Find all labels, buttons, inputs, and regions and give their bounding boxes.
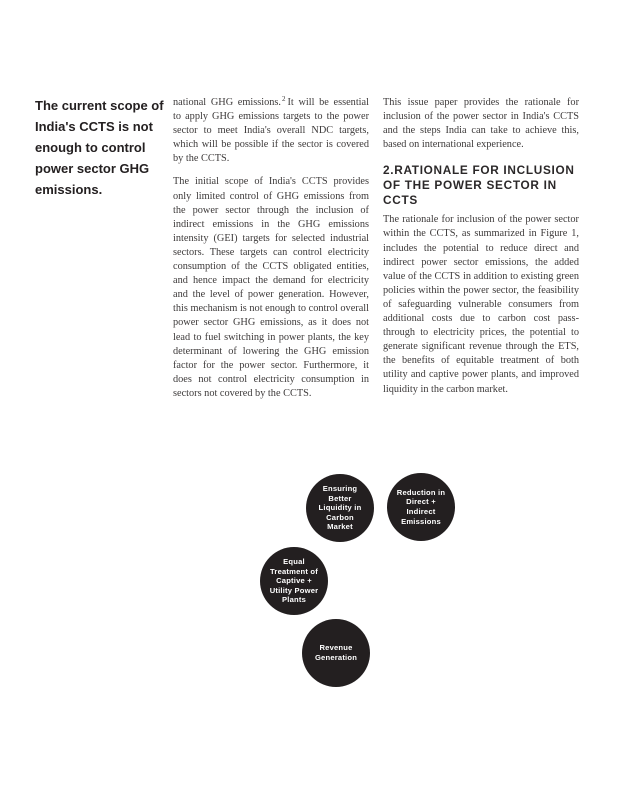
paragraph-text: national GHG emissions. <box>173 97 281 108</box>
figure-bubble-label: Ensuring Better Liquidity in Carbon Market <box>318 484 362 532</box>
figure-bubble-revenue <box>302 619 370 687</box>
paragraph-text: It will be essential to apply GHG emissions targets to the power sector to meet India's overall NDC targets, which will be possible if the sector is covered by the CCTS. <box>173 97 369 165</box>
text-column-left <box>173 96 369 410</box>
figure-bubble-label: Revenue Generation <box>314 643 358 662</box>
figure-bubble-liquidity <box>306 474 374 542</box>
body-paragraph <box>173 96 369 166</box>
body-paragraph: This issue paper provides the rationale for inclusion of the power sector in India's CCTS and the steps India can take to achieve this, based on international experience. <box>383 97 579 151</box>
figure-bubble-emissions <box>387 473 455 541</box>
figure-bubble-equal-treatment <box>260 547 328 615</box>
figure-bubble-label: Equal Treatment of Captive + Utility Power Plants <box>269 557 319 605</box>
footnote-marker: 2 <box>282 94 286 103</box>
body-paragraph: The initial scope of India's CCTS provides only limited control of GHG emissions from the power sector through the inclusion of indirect emissions in the GHG emissions intensity (GEI) targets for selected industrial sectors. These targets can control electricity consumption of the CCTS obligated entities, and hence impact the demand for electricity and the level of power generation. However, this mechanism is not enough to control overall power sector GHG emissions, as it does not lead to fuel switching in power plants, the key determinant of lowering the GHG emission factor for the power sector. Furthermore, it does not control electricity consumption in sectors not covered by the CCTS. <box>173 176 369 399</box>
margin-callout <box>35 95 169 200</box>
figure-bubble-label: Reduction in Direct + Indirect Emissions <box>396 487 446 526</box>
body-paragraph: The rationale for inclusion of the power sector within the CCTS, as summarized in Figure 1, includes the potential to reduce direct and indirect power sector emissions, the added value of the CCTS in addition to existing green policies within the power sector, the feasibility of safeguarding vulnerable consumers from additional costs due to carbon cost pass-through to electricity prices, the potential to generate significant revenue through the ETS, the benefits of equitable treatment of both utility and captive power plants, and improved liquidity in the carbon market. <box>383 214 579 395</box>
text-column-right <box>383 96 579 406</box>
section-heading: 2.RATIONALE FOR INCLUSION OF THE POWER SECTOR IN CCTS <box>383 163 575 208</box>
margin-callout-text: The current scope of India's CCTS is not enough to control power sector GHG emissions. <box>35 98 164 197</box>
